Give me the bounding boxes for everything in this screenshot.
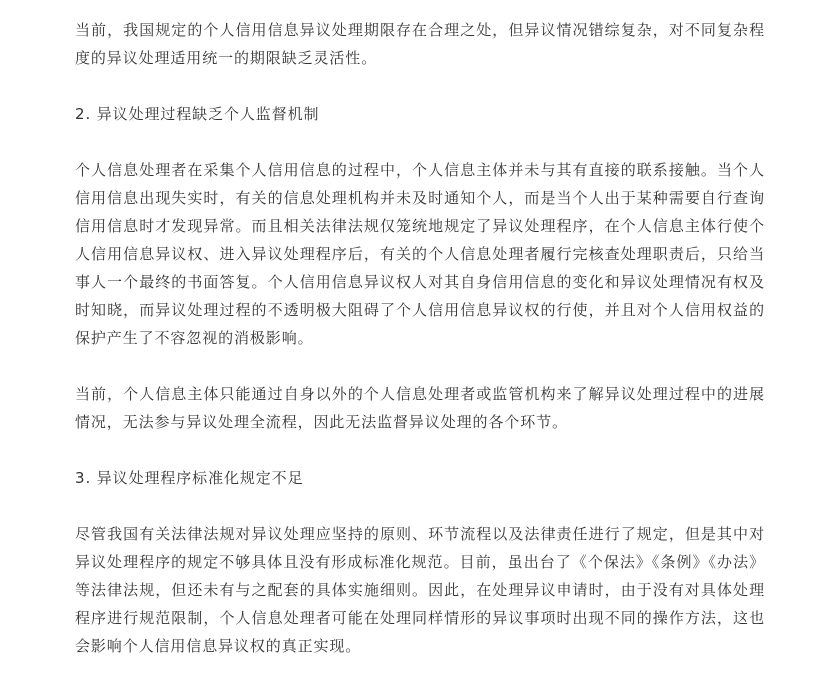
section-heading-3: 3. 异议处理程序标准化规定不足 — [75, 469, 304, 487]
paragraph-spacer — [75, 72, 765, 100]
paragraph-standardization: 尽管我国有关法律法规对异议处理应坚持的原则、环节流程以及法律责任进行了规定，但是其中对异议处理程序的规定不够具体且没有形成标准化规范。目前，虽出台了《个保法》《条例》《办法》等法律法规，但还未有与之配套的具体实施细则。因此，在处理异议申请时，由于没有对具体处理程序进行规范限制，个人信息处理者可能在处理同样情形的异议事项时出现不同的操作方法，这也会影响个人信用信息异议权的真正实现。 — [75, 525, 765, 655]
paragraph-lack-of-supervision: 个人信息处理者在采集个人信用信息的过程中，个人信息主体并未与其有直接的联系接触。当个人信用信息出现失实时，有关的信息处理机构并未及时通知个人，而是当个人出于某种需要自行查询信用信息时才发现异常。而且相关法律法规仅笼统地规定了异议处理程序，在个人信息主体行使个人信用信息异议权、进入异议处理程序后，有关的个人信息处理者履行完核查处理职责后，只给当事人一个最终的书面答复。个人信用信息异议权人对其自身信用信息的变化和异议处理情况有权及时知晓，而异议处理过程的不透明极大阻碍了个人信用信息异议权的行使，并且对个人信用权益的保护产生了不容忽视的消极影响。 — [75, 161, 765, 347]
article-body — [75, 16, 765, 660]
paragraph-deadline-flexibility: 当前，我国规定的个人信用信息异议处理期限存在合理之处，但异议情况错综复杂，对不同复杂程度的异议处理适用统一的期限缺乏灵活性。 — [75, 21, 765, 67]
paragraph-progress-visibility: 当前，个人信息主体只能通过自身以外的个人信息处理者或监管机构来了解异议处理过程中的进展情况，无法参与异议处理全流程，因此无法监督异议处理的各个环节。 — [75, 385, 765, 431]
paragraph-spacer — [75, 436, 765, 464]
paragraph-spacer — [75, 352, 765, 380]
section-heading-2: 2. 异议处理过程缺乏个人监督机制 — [75, 105, 320, 123]
paragraph-spacer — [75, 492, 765, 520]
paragraph-spacer — [75, 128, 765, 156]
